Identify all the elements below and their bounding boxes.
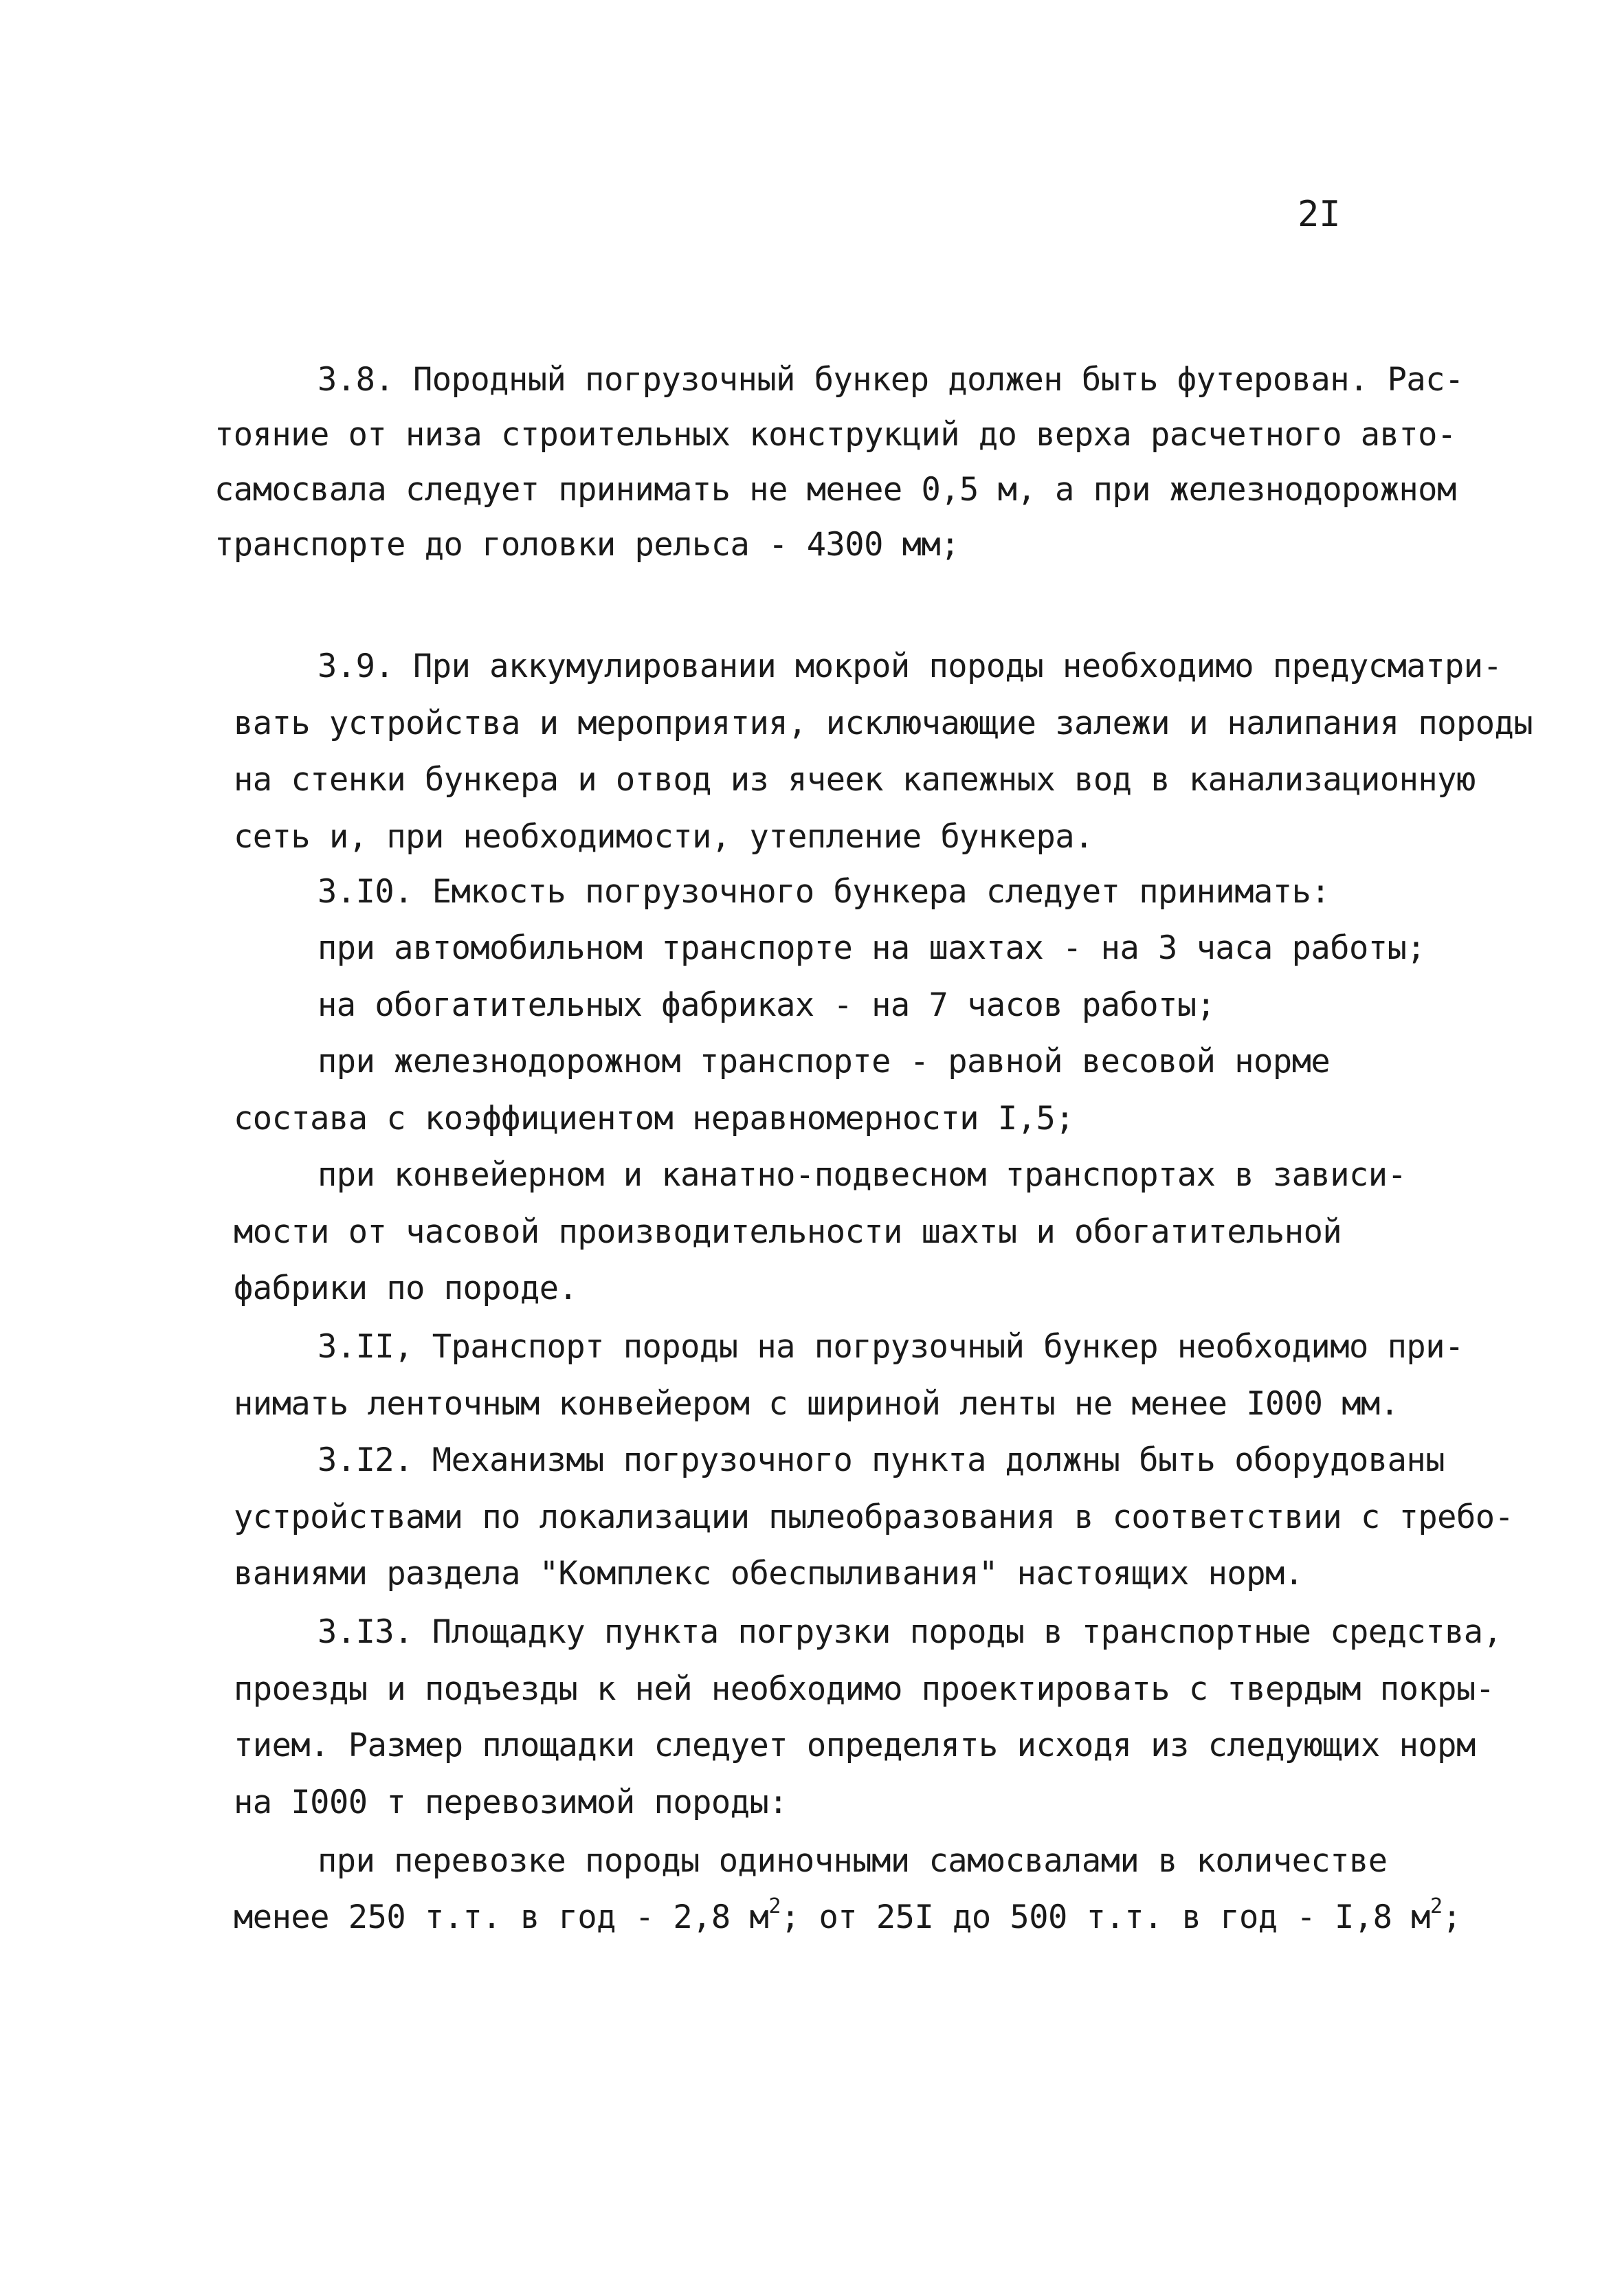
text-segment: менее 250 т.т. в год - 2,8 м <box>234 1898 769 1936</box>
page-number: 2I <box>1298 194 1341 235</box>
text-line: 3.I0. Емкость погрузочного бункера следует принимать: <box>318 873 1331 911</box>
text-line: при автомобильном транспорте на шахтах - на 3 часа работы; <box>318 929 1426 967</box>
text-line: 3.I2. Механизмы погрузочного пункта должны быть оборудованы <box>318 1441 1445 1479</box>
text-line: при конвейерном и канатно-подвесном транспортах в зависи- <box>318 1156 1407 1194</box>
text-line: нимать ленточным конвейером с шириной ленты не менее I000 мм. <box>234 1385 1399 1423</box>
text-line: на стенки бункера и отвод из ячеек капежных вод в канализационную <box>234 761 1476 799</box>
text-line: проезды и подъезды к ней необходимо проектировать с твердым покры- <box>234 1670 1495 1708</box>
text-line: 3.II, Транспорт породы на погрузочный бункер необходимо при- <box>318 1328 1464 1366</box>
text-line: на I000 т перевозимой породы: <box>234 1784 788 1821</box>
text-line: устройствами по локализации пылеобразования в соответствии с требо- <box>234 1498 1514 1536</box>
text-line: при перевозке породы одиночными самосвалами в количестве <box>318 1842 1388 1880</box>
text-segment: ; от 25I до 500 т.т. в год - I,8 м <box>780 1898 1430 1936</box>
text-line: тием. Размер площадки следует определять исходя из следующих норм <box>234 1727 1476 1764</box>
text-line: 3.8. Породный погрузочный бункер должен быть футерован. Рас- <box>318 361 1464 399</box>
text-line: вать устройства и мероприятия, исключающие залежи и налипания породы <box>234 705 1533 742</box>
text-line: мости от часовой производительности шахты и обогатительной <box>234 1213 1342 1251</box>
text-line: фабрики по породе. <box>234 1269 578 1307</box>
text-line: транспорте до головки рельса - 4300 мм; <box>214 526 960 564</box>
text-line-last <box>234 1894 1462 1938</box>
text-line: сеть и, при необходимости, утепление бункера. <box>234 818 1093 856</box>
text-line: самосвала следует принимать не менее 0,5 м, а при железнодорожном <box>214 471 1456 509</box>
text-line: тояние от низа строительных конструкций до верха расчетного авто- <box>214 416 1456 454</box>
text-line: 3.9. При аккумулировании мокрой породы необходимо предусматри- <box>318 647 1502 685</box>
text-line: на обогатительных фабриках - на 7 часов работы; <box>318 986 1216 1024</box>
text-line: ваниями раздела "Комплекс обеспыливания" настоящих норм. <box>234 1555 1304 1593</box>
text-segment: ; <box>1442 1898 1462 1936</box>
superscript: 2 <box>1430 1894 1443 1918</box>
text-line: при железнодорожном транспорте - равной весовой норме <box>318 1043 1331 1080</box>
text-line: состава с коэффициентом неравномерности I,5; <box>234 1100 1075 1138</box>
text-line: 3.I3. Площадку пункта погрузки породы в транспортные средства, <box>318 1613 1502 1651</box>
superscript: 2 <box>768 1894 781 1918</box>
